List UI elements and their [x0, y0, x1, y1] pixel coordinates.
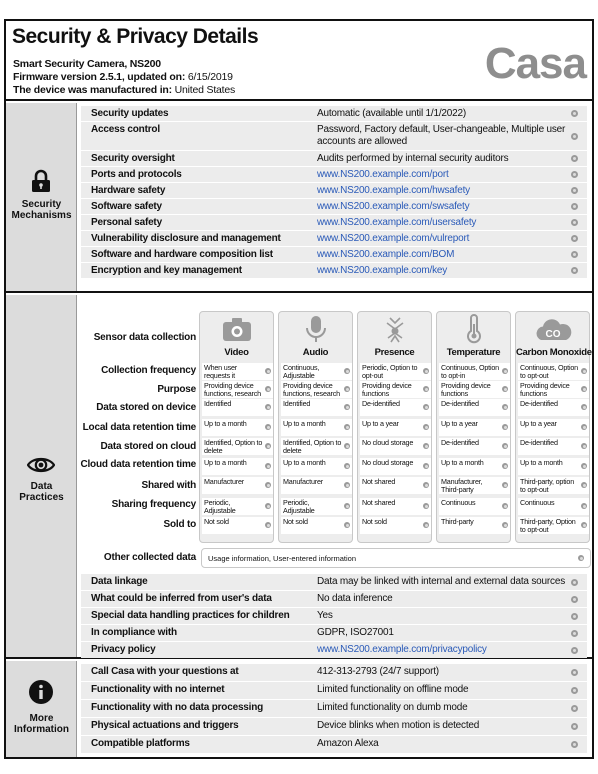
lock-icon: [30, 169, 52, 198]
info-dot-icon[interactable]: [265, 443, 271, 449]
cell-value: Continuous: [520, 498, 555, 507]
sensor-cell-shared-with: [281, 477, 352, 494]
cell-value: Up to a month: [520, 458, 563, 467]
microphone-icon: [299, 314, 333, 349]
data-practices-label-2: Practices: [19, 492, 64, 503]
sensor-cell-sold-to: [281, 517, 352, 534]
table-row: [81, 574, 587, 590]
cell-value: Up to a month: [204, 458, 247, 467]
info-dot-icon[interactable]: [571, 203, 578, 210]
table-row: [81, 247, 587, 262]
cell-value: Identified: [283, 399, 311, 408]
info-dot-icon[interactable]: [581, 424, 587, 430]
info-dot-icon[interactable]: [571, 171, 578, 178]
cell-value: De-identified: [441, 438, 479, 447]
info-dot-icon[interactable]: [265, 424, 271, 430]
sensor-cell-sharing-frequency: [360, 498, 431, 515]
table-row: [81, 625, 587, 641]
sensor-column-carbon-monoxide: [515, 311, 590, 543]
row-value: Audits performed by internal security auditors: [317, 153, 509, 164]
info-dot-icon[interactable]: [502, 482, 508, 488]
label-collection-frequency: Collection frequency: [101, 365, 196, 376]
row-value: Data may be linked with internal and external data sources: [317, 576, 565, 587]
table-row: [81, 167, 587, 182]
info-dot-icon[interactable]: [423, 424, 429, 430]
firmware-label: Firmware version 2.5.1, updated on:: [13, 71, 186, 83]
sensor-cell-stored-device: [281, 399, 352, 416]
sensor-column-audio: [278, 311, 353, 543]
sensor-cell-stored-device: [202, 399, 273, 416]
cell-value: Identified: [204, 399, 232, 408]
info-dot-icon[interactable]: [344, 424, 350, 430]
info-dot-icon[interactable]: [581, 503, 587, 509]
cell-value: Identified, Option to delete: [283, 438, 342, 455]
info-dot-icon[interactable]: [502, 386, 508, 392]
info-dot-icon[interactable]: [423, 404, 429, 410]
info-dot-icon[interactable]: [423, 443, 429, 449]
eye-icon: [27, 455, 55, 480]
security-label-1: Security: [21, 199, 62, 210]
product-name: Smart Security Camera, NS200: [13, 58, 161, 70]
row-key: Compatible platforms: [91, 738, 190, 749]
sensor-cell-purpose: [360, 381, 431, 398]
cell-value: Continuous, Adjustable: [283, 363, 320, 380]
info-dot-icon[interactable]: [581, 386, 587, 392]
row-key: Vulnerability disclosure and management: [91, 233, 281, 244]
sensor-column-temperature: [436, 311, 511, 543]
sensor-cell-shared-with: [360, 477, 431, 494]
manufactured-label: The device was manufactured in:: [13, 84, 172, 96]
info-dot-icon[interactable]: [581, 482, 587, 488]
row-key: Functionality with no data processing: [91, 702, 264, 713]
cell-value: Not shared: [362, 477, 396, 486]
table-row: [81, 183, 587, 198]
cell-value: Providing device functions, research: [283, 381, 340, 398]
sensor-cell-frequency: [281, 363, 352, 380]
row-value: 412-313-2793 (24/7 support): [317, 666, 439, 677]
label-stored-on-device: Data stored on device: [96, 402, 196, 413]
sensor-cell-sold-to: [439, 517, 510, 534]
sensor-cell-sharing-frequency: [439, 498, 510, 515]
sensor-cell-stored-cloud: [518, 438, 589, 455]
cell-value: Up to a month: [283, 419, 326, 428]
info-dot-icon[interactable]: [581, 404, 587, 410]
row-value: Password, Factory default, User-changeable, Multiple user accounts are allowed: [317, 124, 566, 147]
sensor-cell-frequency: [518, 363, 589, 380]
sensor-cell-shared-with: [202, 477, 273, 494]
label-header: [6, 21, 592, 101]
info-dot-icon[interactable]: [344, 463, 350, 469]
row-key: Privacy policy: [91, 644, 156, 655]
info-dot-icon[interactable]: [502, 463, 508, 469]
cell-value: Identified, Option to delete: [204, 438, 263, 455]
sensor-cell-purpose: [202, 381, 273, 398]
label-local-retention: Local data retention time: [82, 422, 196, 433]
table-row: [81, 231, 587, 246]
row-key: Personal safety: [91, 217, 162, 228]
sensor-cell-purpose: [518, 381, 589, 398]
page-title: Security & Privacy Details: [12, 25, 259, 48]
label-stored-on-cloud: Data stored on cloud: [100, 441, 196, 452]
more-info-label-1: More: [29, 713, 54, 724]
info-dot-icon[interactable]: [571, 579, 578, 586]
cell-value: De-identified: [362, 399, 400, 408]
info-dot-icon[interactable]: [571, 687, 578, 694]
table-row: [81, 199, 587, 214]
row-key: Security updates: [91, 108, 169, 119]
cell-value: Manufacturer: [283, 477, 323, 486]
camera-icon: [220, 314, 254, 349]
table-row: [81, 682, 587, 699]
sensor-name: Video: [224, 347, 249, 358]
cell-value: Providing device functions: [362, 381, 412, 398]
info-icon: [28, 679, 54, 710]
table-row: [81, 642, 587, 658]
sensor-cell-cloud-retention: [202, 458, 273, 475]
cell-value: Continuous, Option to opt-in: [441, 363, 499, 380]
row-value: Yes: [317, 610, 333, 621]
sensor-cell-cloud-retention: [281, 458, 352, 475]
table-row: [81, 718, 587, 735]
sensor-name: Carbon Monoxide: [516, 347, 592, 358]
other-collected-data-value: Usage information, User-entered information: [208, 554, 356, 563]
cell-value: No cloud storage: [362, 438, 414, 447]
row-key: Software safety: [91, 201, 162, 212]
table-row: [81, 591, 587, 607]
security-sidebar: [6, 103, 77, 291]
sensor-name: Temperature: [446, 347, 501, 358]
thermometer-icon: [457, 314, 491, 349]
info-dot-icon[interactable]: [571, 613, 578, 620]
info-dot-icon[interactable]: [571, 219, 578, 226]
cell-value: Continuous: [441, 498, 476, 507]
sensor-cell-shared-with: [518, 477, 589, 494]
info-dot-icon[interactable]: [581, 443, 587, 449]
cell-value: Third-party: [441, 517, 474, 526]
cell-value: Continuous, Option to opt-out: [520, 363, 578, 380]
row-key: In compliance with: [91, 627, 177, 638]
info-dot-icon[interactable]: [571, 267, 578, 274]
info-dot-icon[interactable]: [581, 463, 587, 469]
row-link[interactable]: www.NS200.example.com/port: [317, 169, 449, 180]
motion-sensor-icon: [378, 314, 412, 349]
info-dot-icon[interactable]: [344, 503, 350, 509]
table-row: [81, 215, 587, 230]
label-sold-to: Sold to: [163, 519, 196, 530]
cell-value: No cloud storage: [362, 458, 414, 467]
table-row: [81, 122, 587, 150]
cell-value: When user requests it: [204, 363, 237, 380]
sensor-cell-shared-with: [439, 477, 510, 494]
info-dot-icon[interactable]: [265, 404, 271, 410]
info-dot-icon[interactable]: [571, 741, 578, 748]
info-dot-icon[interactable]: [581, 368, 587, 374]
row-key: Encryption and key management: [91, 265, 242, 276]
row-key: Call Casa with your questions at: [91, 666, 239, 677]
sensor-cell-local-retention: [360, 419, 431, 436]
row-key: What could be inferred from user's data: [91, 593, 272, 604]
info-dot-icon[interactable]: [502, 368, 508, 374]
sensor-cell-sharing-frequency: [202, 498, 273, 515]
sensor-name: Presence: [374, 347, 415, 358]
info-dot-icon[interactable]: [423, 386, 429, 392]
sensor-column-presence: [357, 311, 432, 543]
security-mechanisms-section: [6, 103, 592, 293]
info-dot-icon[interactable]: [571, 669, 578, 676]
data-practices-label-1: Data: [30, 481, 53, 492]
info-dot-icon[interactable]: [502, 424, 508, 430]
sensor-cell-sold-to: [518, 517, 589, 534]
info-dot-icon[interactable]: [502, 443, 508, 449]
row-value: Amazon Alexa: [317, 738, 379, 749]
privacy-label: [4, 19, 594, 759]
label-purpose: Purpose: [157, 384, 196, 395]
info-dot-icon[interactable]: [265, 522, 271, 528]
cell-value: Not sold: [362, 517, 387, 526]
row-link[interactable]: www.NS200.example.com/usersafety: [317, 217, 477, 228]
sensor-cell-sold-to: [202, 517, 273, 534]
table-row: [81, 263, 587, 278]
info-dot-icon[interactable]: [571, 187, 578, 194]
cell-value: Up to a year: [441, 419, 478, 428]
table-row: [81, 151, 587, 166]
sensor-cell-local-retention: [281, 419, 352, 436]
info-dot-icon[interactable]: [571, 235, 578, 242]
row-key: Data linkage: [91, 576, 148, 587]
row-value: No data inference: [317, 593, 393, 604]
row-key: Ports and protocols: [91, 169, 182, 180]
sensor-cell-purpose: [281, 381, 352, 398]
info-dot-icon[interactable]: [571, 723, 578, 730]
sensor-cell-frequency: [360, 363, 431, 380]
row-key: Access control: [91, 124, 160, 135]
info-dot-icon[interactable]: [423, 463, 429, 469]
row-key: Physical actuations and triggers: [91, 720, 239, 731]
sensor-cell-local-retention: [439, 419, 510, 436]
cell-value: Not sold: [283, 517, 308, 526]
row-key: Hardware safety: [91, 185, 166, 196]
row-link[interactable]: www.NS200.example.com/vulreport: [317, 233, 470, 244]
firmware-date: 6/15/2019: [187, 71, 233, 83]
sensor-cell-frequency: [202, 363, 273, 380]
info-dot-icon[interactable]: [344, 386, 350, 392]
info-dot-icon[interactable]: [571, 705, 578, 712]
row-value: Limited functionality on offline mode: [317, 684, 469, 695]
info-dot-icon[interactable]: [344, 404, 350, 410]
info-dot-icon[interactable]: [423, 368, 429, 374]
table-row: [81, 106, 587, 121]
row-value: Device blinks when motion is detected: [317, 720, 480, 731]
sensor-cell-sharing-frequency: [518, 498, 589, 515]
row-key: Software and hardware composition list: [91, 249, 273, 260]
sensor-cell-cloud-retention: [360, 458, 431, 475]
info-dot-icon[interactable]: [265, 482, 271, 488]
info-dot-icon[interactable]: [423, 482, 429, 488]
sensor-cell-local-retention: [202, 419, 273, 436]
label-sharing-frequency: Sharing frequency: [111, 499, 196, 510]
info-dot-icon[interactable]: [344, 443, 350, 449]
data-practices-section: [6, 295, 592, 659]
sensor-column-video: [199, 311, 274, 543]
cell-value: Up to a month: [441, 458, 484, 467]
row-link[interactable]: www.NS200.example.com/hwsafety: [317, 185, 470, 196]
sensor-cell-local-retention: [518, 419, 589, 436]
label-sensor-data-collection: Sensor data collection: [93, 332, 196, 343]
sensor-cell-stored-device: [518, 399, 589, 416]
label-other-collected-data: Other collected data: [103, 552, 196, 563]
row-key: Security oversight: [91, 153, 175, 164]
cell-value: Manufacturer, Third-party: [441, 477, 483, 494]
info-dot-icon[interactable]: [423, 522, 429, 528]
other-collected-data-box: [201, 548, 591, 568]
more-info-sidebar: [6, 661, 77, 757]
cell-value: De-identified: [441, 399, 479, 408]
info-dot-icon[interactable]: [423, 503, 429, 509]
brand-logo: Casa: [484, 39, 586, 88]
sensor-cell-sold-to: [360, 517, 431, 534]
co-cloud-icon: [533, 314, 573, 349]
row-value: Limited functionality on dumb mode: [317, 702, 468, 713]
cell-value: Third-party, option to opt-out: [520, 477, 574, 494]
info-dot-icon[interactable]: [344, 368, 350, 374]
row-link[interactable]: www.NS200.example.com/privacypolicy: [317, 644, 487, 655]
row-key: Special data handling practices for children: [91, 610, 290, 621]
row-key: Functionality with no internet: [91, 684, 225, 695]
info-dot-icon[interactable]: [265, 386, 271, 392]
sensor-cell-stored-device: [439, 399, 510, 416]
cell-value: Up to a year: [520, 419, 557, 428]
info-dot-icon[interactable]: [581, 522, 587, 528]
sensor-name: Audio: [302, 347, 329, 358]
table-row: [81, 700, 587, 717]
cell-value: Periodic, Option to opt-out: [362, 363, 418, 380]
cell-value: De-identified: [520, 399, 558, 408]
row-value: GDPR, ISO27001: [317, 627, 394, 638]
sensor-cell-purpose: [439, 381, 510, 398]
more-info-label-2: Information: [14, 724, 69, 735]
sensor-cell-stored-cloud: [360, 438, 431, 455]
manufacture-info: [13, 84, 235, 96]
sensor-cell-cloud-retention: [439, 458, 510, 475]
row-link[interactable]: www.NS200.example.com/key: [317, 265, 448, 276]
label-shared-with: Shared with: [141, 480, 196, 491]
table-row: [81, 664, 587, 681]
cell-value: Not shared: [362, 498, 396, 507]
row-value: Automatic (available until 1/1/2022): [317, 108, 467, 119]
cell-value: Periodic, Adjustable: [204, 498, 236, 515]
info-dot-icon[interactable]: [578, 555, 584, 561]
info-dot-icon[interactable]: [265, 368, 271, 374]
info-dot-icon[interactable]: [502, 503, 508, 509]
manufactured-country: United States: [174, 84, 236, 96]
svg-text:CO: CO: [545, 329, 560, 340]
cell-value: Providing device functions, research: [204, 381, 261, 398]
sensor-cell-frequency: [439, 363, 510, 380]
info-dot-icon[interactable]: [344, 522, 350, 528]
cell-value: Manufacturer: [204, 477, 244, 486]
sensor-cell-stored-cloud: [281, 438, 352, 455]
info-dot-icon[interactable]: [571, 630, 578, 637]
cell-value: Periodic, Adjustable: [283, 498, 315, 515]
firmware-info: [13, 71, 233, 83]
info-dot-icon[interactable]: [571, 110, 578, 117]
sensor-cell-stored-cloud: [439, 438, 510, 455]
cell-value: Providing device functions: [520, 381, 570, 398]
sensor-cell-cloud-retention: [518, 458, 589, 475]
info-dot-icon[interactable]: [265, 463, 271, 469]
table-row: [81, 736, 587, 753]
row-link[interactable]: www.NS200.example.com/swsafety: [317, 201, 470, 212]
sensor-cell-stored-cloud: [202, 438, 273, 455]
info-dot-icon[interactable]: [571, 251, 578, 258]
info-dot-icon[interactable]: [571, 133, 578, 140]
cell-value: Not sold: [204, 517, 229, 526]
cell-value: Up to a month: [283, 458, 326, 467]
info-dot-icon[interactable]: [502, 404, 508, 410]
info-dot-icon[interactable]: [571, 647, 578, 654]
info-dot-icon[interactable]: [571, 155, 578, 162]
info-dot-icon[interactable]: [265, 503, 271, 509]
table-row: [81, 608, 587, 624]
data-practices-sidebar: [6, 295, 77, 657]
row-link[interactable]: www.NS200.example.com/BOM: [317, 249, 455, 260]
sensor-cell-sharing-frequency: [281, 498, 352, 515]
more-information-section: [6, 661, 592, 757]
info-dot-icon[interactable]: [571, 596, 578, 603]
cell-value: Up to a month: [204, 419, 247, 428]
cell-value: Providing device functions: [441, 381, 491, 398]
cell-value: Up to a year: [362, 419, 399, 428]
info-dot-icon[interactable]: [502, 522, 508, 528]
info-dot-icon[interactable]: [344, 482, 350, 488]
cell-value: De-identified: [520, 438, 558, 447]
sensor-cell-stored-device: [360, 399, 431, 416]
label-cloud-retention: Cloud data retention time: [80, 459, 196, 470]
cell-value: Third-party, Option to opt-out: [520, 517, 576, 534]
security-label-2: Mechanisms: [11, 210, 72, 221]
